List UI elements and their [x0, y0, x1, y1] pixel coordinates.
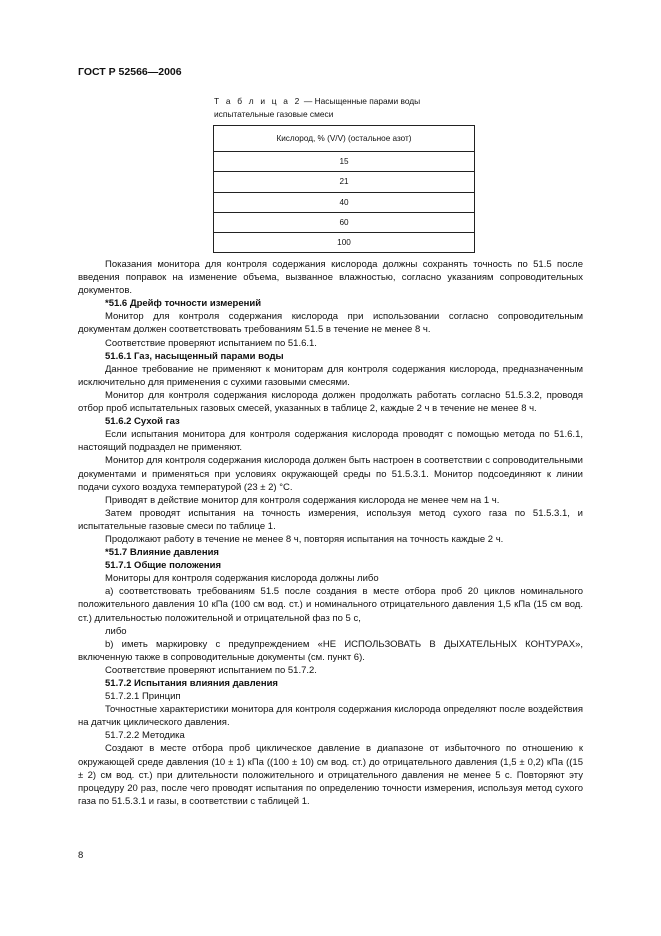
paragraph: Создают в месте отбора проб циклическое давление в диапазоне от избыточного по отношению к окружающей среде давления (10 ± 1) кПа ((100 ± 10) см вод. ст.) до отрицательного давления (1,5 ± 0,2) кПа ((15 ± 2) см вод. ст.) при длительности положительного и отрицательного давления не менее 5 с. Повторяют эту процедуру 20 раз, после чего проводят испытания по определению точности измерения, используя метод сухого газа по 51.5.3.1 и газы, в соответствии с таблицей 1. — [78, 743, 583, 807]
section-heading: 51.7.2 Испытания влияния давления — [105, 678, 278, 689]
table-cell: 15 — [214, 152, 475, 172]
paragraph: Мониторы для контроля содержания кислорода должны либо — [105, 573, 379, 585]
table-cell: 100 — [214, 233, 475, 253]
table-caption-label: Т а б л и ц а 2 — [214, 96, 302, 106]
paragraph: либо — [105, 625, 127, 637]
paragraph: Монитор для контроля содержания кислорода при использовании согласно сопроводительным документам должен соответствовать требованиям 51.5 в течение не менее 8 ч. — [78, 311, 583, 336]
paragraph: Показания монитора для контроля содержания кислорода должны сохранять точность по 51.5 после введения поправок на изменение объема, вызванное влажностью, согласно указаниям сопроводительных документов. — [78, 259, 583, 297]
subsection-heading: 51.7.2.1 Принцип — [105, 691, 181, 703]
table-caption-line2: испытательные газовые смеси — [214, 108, 334, 119]
table-caption-text: — Насыщенные парами воды — [301, 96, 421, 106]
document-header: ГОСТ Р 52566—2006 — [78, 66, 182, 78]
paragraph: Монитор для контроля содержания кислорода должен быть настроен в соответствии с сопроводительными документами и применяться при условиях окружающей среды по 51.5.3.1. Монитор подсоединяют к линии подачи сухого воздуха температурой (23 ± 2) °С. — [78, 455, 583, 493]
paragraph: Точностные характеристики монитора для контроля содержания кислорода определяют после воздействия на датчик циклического давления. — [78, 704, 583, 729]
paragraph: Если испытания монитора для контроля содержания кислорода проводят с помощью метода по 51.6.1, настоящий подраздел не применяют. — [78, 429, 583, 454]
table-cell: 40 — [214, 192, 475, 212]
paragraph: Соответствие проверяют испытанием по 51.7.2. — [105, 664, 317, 676]
table-cell: 60 — [214, 212, 475, 232]
oxygen-table — [213, 125, 475, 253]
paragraph: Приводят в действие монитор для контроля содержания кислорода не менее чем на 1 ч. — [105, 494, 500, 506]
table-cell: 21 — [214, 172, 475, 192]
table-column-header: Кислород, % (V/V) (остальное азот) — [214, 126, 475, 152]
paragraph: a) соответствовать требованиям 51.5 после создания в месте отбора проб 20 циклов номинального положительного давления 10 кПа (100 см вод. ст.) и номинального отрицательного давления 1,5 кПа (15 см вод. ст.) длительностью положительной и отрицательной фаз по 5 с, — [78, 586, 583, 624]
paragraph: b) иметь маркировку с предупреждением «НЕ ИСПОЛЬЗОВАТЬ В ДЫХАТЕЛЬНЫХ КОНТУРАХ», включенную также в сопроводительные документы (см. пункт 6). — [78, 638, 583, 663]
page-number: 8 — [78, 850, 84, 861]
paragraph: Соответствие проверяют испытанием по 51.6.1. — [105, 337, 317, 349]
section-heading: 51.6.2 Сухой газ — [105, 416, 180, 428]
paragraph: Данное требование не применяют к мониторам для контроля содержания кислорода, предназначенным исключительно для применения с сухими газовыми смесями. — [78, 363, 583, 388]
section-heading: 51.7.1 Общие положения — [105, 560, 221, 572]
table-caption — [214, 95, 420, 120]
paragraph: Монитор для контроля содержания кислорода должен продолжать работать согласно 51.5.3.2, проводя отбор проб испытательных газовых смесей, указанных в таблице 2, каждые 2 ч в течение не менее 8 ч. — [78, 389, 583, 415]
body-text — [78, 258, 583, 808]
paragraph: Затем проводят испытания на точность измерения, используя метод сухого газа по 51.5.3.1, и испытательные газовые смеси по таблице 1. — [78, 507, 583, 532]
section-heading: *51.6 Дрейф точности измерений — [105, 298, 262, 310]
section-heading: 51.6.1 Газ, насыщенный парами воды — [105, 350, 284, 362]
paragraph: Продолжают работу в течение не менее 8 ч, повторяя испытания на точность каждые 2 ч. — [105, 533, 504, 545]
subsection-heading: 51.7.2.2 Методика — [105, 730, 185, 742]
section-heading: *51.7 Влияние давления — [105, 547, 219, 559]
